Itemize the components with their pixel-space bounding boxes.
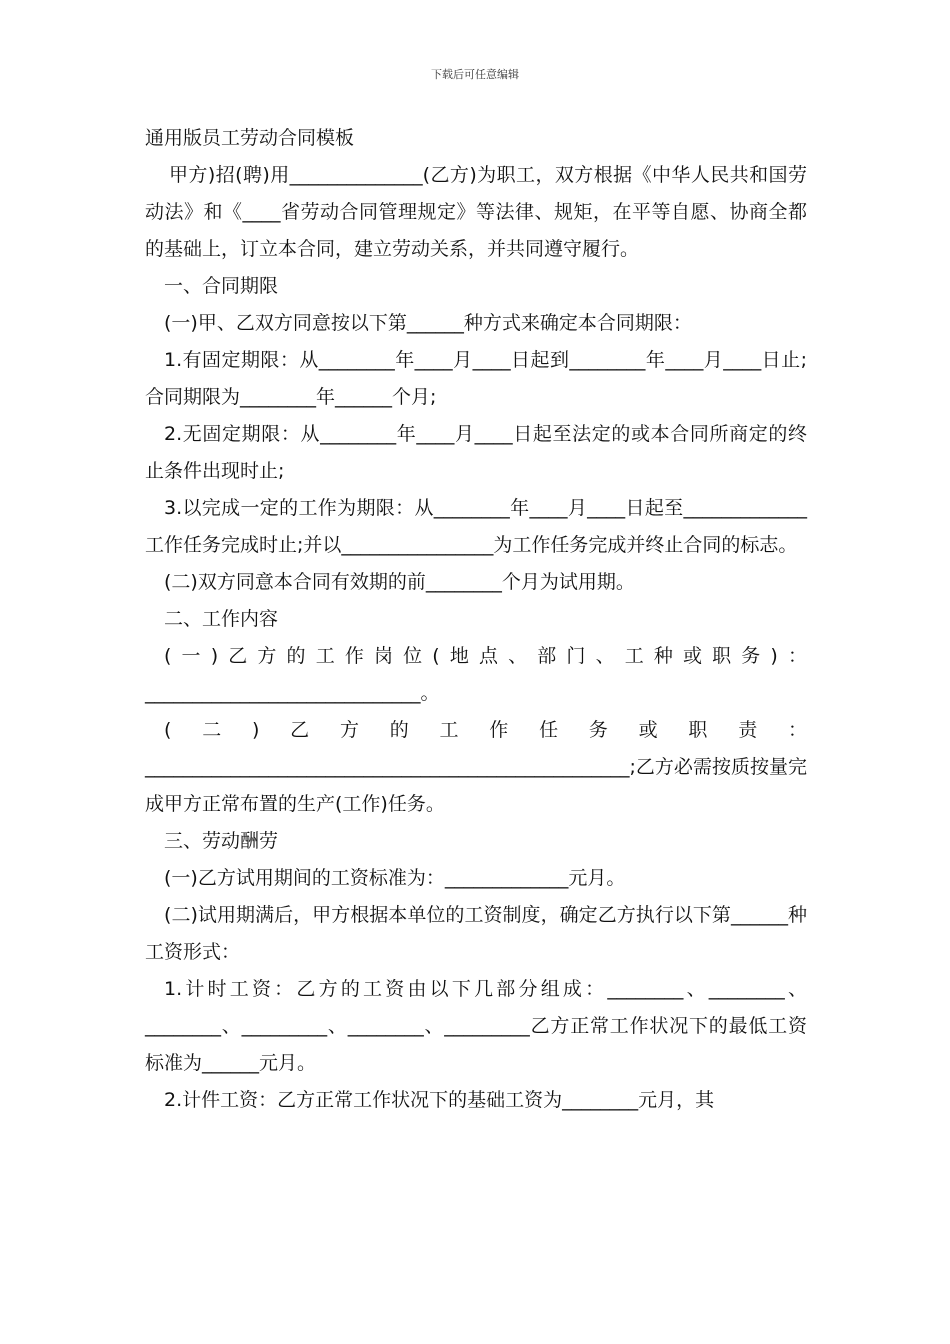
paragraph: (二)试用期满后，甲方根据本单位的工资制度，确定乙方执行以下第______种工资形式： <box>145 904 807 963</box>
paragraph: (一)甲、乙双方同意按以下第______种方式来确定本合同期限： <box>164 312 692 334</box>
paragraph: 1.计时工资：乙方的工资由以下几部分组成：________、________、________、_________、________、_________乙方正常工作状况下的最低工资标准为______元月。 <box>145 978 807 1074</box>
paragraph: (二)双方同意本合同有效期的前________个月为试用期。 <box>164 571 635 593</box>
paragraph-intro: 甲方)招(聘)用______________(乙方)为职工，双方根据《中华人民共和国劳动法》和《____省劳动合同管理规定》等法律、规矩，在平等自愿、协商全都的基础上，订立本合同，建立劳动关系，并共同遵守履行。 <box>145 164 807 260</box>
paragraph: 2.计件工资：乙方正常工作状况下的基础工资为________元月，其 <box>164 1089 715 1111</box>
paragraph: (一)乙方的工作岗位(地点、部门、工种或职务)：_____________________________。 <box>145 645 807 704</box>
paragraph: 1.有固定期限：从________年____月____日起到________年____月____日止;合同期限为________年______个月; <box>145 349 807 408</box>
paragraph: 3.以完成一定的工作为期限：从________年____月____日起至_____________工作任务完成时止;并以________________为工作任务完成并终止合同的标志。 <box>145 497 807 556</box>
paragraph: (一)乙方试用期间的工资标准为：_____________元月。 <box>164 867 626 889</box>
page-header: 下载后可任意编辑 <box>431 68 519 81</box>
document-body <box>145 120 807 1119</box>
section-heading-pay: 三、劳动酬劳 <box>164 830 279 852</box>
document-title: 通用版员工劳动合同模板 <box>145 127 355 149</box>
section-heading-work: 二、工作内容 <box>164 608 279 630</box>
paragraph: 2.无固定期限：从________年____月____日起至法定的或本合同所商定的终止条件出现时止; <box>145 423 807 482</box>
section-heading-term: 一、合同期限 <box>164 275 279 297</box>
paragraph: (二)乙方的工作任务或职责：___________________________________________________;乙方必需按质按量完成甲方正常布置的生产(工作)任务。 <box>145 719 807 815</box>
